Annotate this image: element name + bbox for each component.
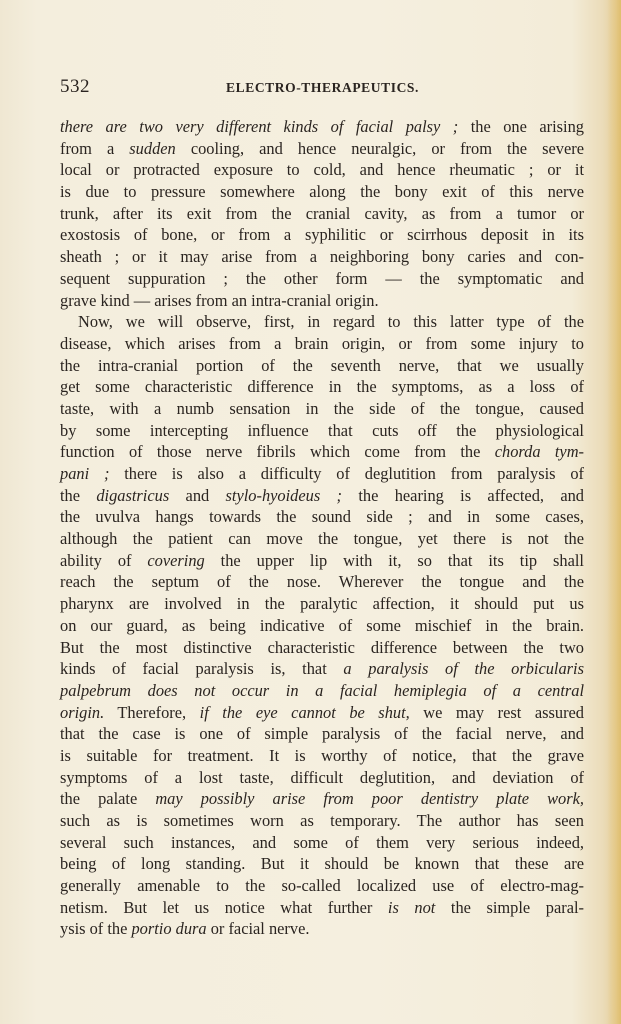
text-line xyxy=(60,897,584,919)
italic-segment: chorda tym- xyxy=(494,442,584,462)
text-segment: that the case is one of simple paralysis of the facial nerve, and xyxy=(60,724,584,744)
text-line xyxy=(60,485,584,507)
text-line xyxy=(60,463,584,485)
text-line xyxy=(60,224,584,246)
text-segment: reach the septum of the nose. Wherever the tongue and the xyxy=(60,572,584,592)
text-segment: kinds of facial paralysis is, that xyxy=(60,659,344,679)
text-line xyxy=(60,376,584,398)
text-segment: local or protracted exposure to cold, and hence rheumatic ; or it xyxy=(60,160,584,180)
text-line xyxy=(60,116,584,138)
text-segment: being of long standing. But it should be known that these are xyxy=(60,854,584,874)
text-segment: sheath ; or it may arise from a neighboring bony caries and con- xyxy=(60,247,584,267)
text-segment: on our guard, as being indicative of some mischief in the brain. xyxy=(60,615,584,635)
text-line xyxy=(60,875,584,897)
text-line xyxy=(60,550,584,572)
text-segment: function of those nerve fibrils which come from the xyxy=(60,442,495,462)
text-line xyxy=(60,246,584,268)
text-segment: the palate xyxy=(60,789,156,809)
text-line xyxy=(60,680,584,702)
text-segment: the hearing is affected, and xyxy=(342,485,584,505)
text-segment: the xyxy=(60,485,97,505)
italic-segment: portio dura xyxy=(131,919,207,939)
text-segment: Now, we will observe, first, in regard to this latter type of the xyxy=(78,312,584,332)
text-line xyxy=(60,311,584,333)
italic-segment: palpebrum does not occur in a facial hemiplegia of a central xyxy=(60,680,584,700)
text-line xyxy=(60,181,584,203)
text-segment: disease, which arises from a brain origin, or from some injury to xyxy=(60,333,584,353)
text-segment: sequent suppuration ; the other form — the symptomatic and xyxy=(60,268,584,288)
text-line xyxy=(60,528,584,550)
text-line xyxy=(60,159,584,181)
text-line xyxy=(60,788,584,810)
text-segment: get some characteristic difference in the symptoms, as a loss of xyxy=(60,377,584,397)
italic-segment: there are two very different kinds of facial palsy ; xyxy=(60,117,459,136)
text-line xyxy=(60,333,584,355)
text-line xyxy=(60,268,584,290)
text-line xyxy=(60,918,584,940)
text-line xyxy=(60,810,584,832)
text-segment: from a xyxy=(60,138,130,158)
text-segment: generally amenable to the so-called localized use of electro-mag- xyxy=(60,876,584,896)
page-header xyxy=(60,76,560,100)
text-segment: we may rest assured xyxy=(409,702,584,722)
text-line xyxy=(60,658,584,680)
text-segment: trunk, after its exit from the cranial cavity, as from a tumor or xyxy=(60,203,584,223)
text-segment: the simple paral- xyxy=(435,897,584,917)
text-segment: ability of xyxy=(60,550,148,570)
italic-segment: sudden xyxy=(129,138,176,158)
italic-segment: if the eye cannot be shut, xyxy=(199,702,410,722)
italic-segment: is not xyxy=(387,897,436,917)
text-segment: although the patient can move the tongue, yet there is not the xyxy=(60,529,584,549)
body-text xyxy=(60,116,584,940)
text-segment: by some intercepting influence that cuts off the physiological xyxy=(60,420,584,440)
text-line xyxy=(60,203,584,225)
text-line xyxy=(60,832,584,854)
text-segment: several such instances, and some of them very serious indeed, xyxy=(60,832,584,852)
italic-segment: pani ; xyxy=(60,464,110,483)
text-line xyxy=(60,723,584,745)
italic-segment: origin. xyxy=(60,702,105,722)
text-segment: such as is sometimes worn as temporary. The author has seen xyxy=(60,811,584,830)
page-edge-shadow xyxy=(607,0,621,1024)
text-segment: But the most distinctive characteristic difference between the two xyxy=(60,637,584,657)
text-segment: is due to pressure somewhere along the bony exit of this nerve xyxy=(60,182,584,202)
text-segment: cooling, and hence neuralgic, or from the severe xyxy=(175,138,584,158)
text-line xyxy=(60,355,584,377)
text-line xyxy=(60,593,584,615)
text-line xyxy=(60,138,584,160)
italic-segment: stylo-hyoideus ; xyxy=(225,485,343,505)
text-segment: pharynx are involved in the paralytic affection, it should put us xyxy=(60,594,584,614)
text-line xyxy=(60,702,584,724)
text-segment: netism. But let us notice what further xyxy=(60,897,388,917)
text-segment: Therefore, xyxy=(104,702,200,722)
text-segment: taste, with a numb sensation in the side of the tongue, caused xyxy=(60,398,584,418)
text-line xyxy=(60,571,584,593)
text-segment: grave kind — arises from an intra-cranial origin. xyxy=(60,290,379,310)
italic-segment: may possibly arise from poor dentistry plate work, xyxy=(155,789,584,809)
text-segment: exostosis of bone, or from a syphilitic or scirrhous deposit in its xyxy=(60,225,584,245)
text-segment: or facial nerve. xyxy=(206,919,310,939)
text-line xyxy=(60,441,584,463)
text-line xyxy=(60,398,584,420)
text-segment: the intra-cranial portion of the seventh nerve, that we usually xyxy=(60,355,584,375)
text-line xyxy=(60,420,584,442)
page-number: 532 xyxy=(60,76,90,97)
running-head: ELECTRO-THERAPEUTICS. xyxy=(226,80,420,95)
text-segment: and xyxy=(169,485,226,505)
text-segment: there is also a difficulty of deglutition from paralysis of xyxy=(109,464,584,483)
text-segment: the upper lip with it, so that its tip shall xyxy=(204,550,584,570)
text-segment: the uvulva hangs towards the sound side ; and in some cases, xyxy=(60,507,584,527)
italic-segment: a paralysis of the orbicularis xyxy=(343,659,584,679)
text-line xyxy=(60,637,584,659)
text-segment: is suitable for treatment. It is worthy of notice, that the grave xyxy=(60,745,584,765)
text-line xyxy=(60,853,584,875)
text-line xyxy=(60,506,584,528)
text-segment: the one arising xyxy=(458,117,584,136)
text-segment: symptoms of a lost taste, difficult deglutition, and deviation of xyxy=(60,767,584,787)
italic-segment: digastricus xyxy=(96,485,170,505)
text-segment: ysis of the xyxy=(60,919,132,939)
text-line xyxy=(60,767,584,789)
text-line xyxy=(60,615,584,637)
italic-segment: covering xyxy=(147,550,205,570)
text-line xyxy=(60,290,584,312)
text-line xyxy=(60,745,584,767)
